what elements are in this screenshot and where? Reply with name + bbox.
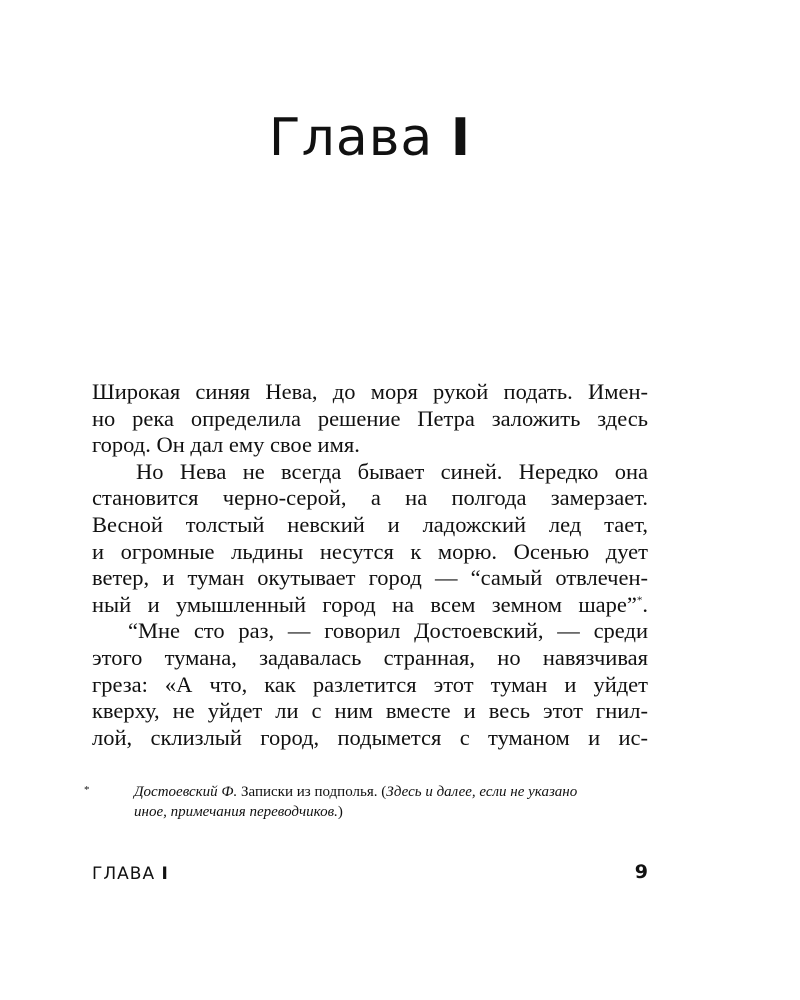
text-line: но река определила решение Петра заложить здесь (92, 405, 648, 431)
footnote-line-1 (134, 782, 654, 802)
text-line: город. Он дал ему свое имя. (92, 432, 360, 458)
chapter-title-numeral: I (450, 108, 472, 168)
footnote-note-part-2: иное, примечания переводчиков. (134, 804, 338, 820)
footnote-marker: * (84, 784, 90, 796)
text-line: Но Нева не всегда бывает синей. Нередко она (136, 458, 648, 484)
text-line: становится черно-серой, а на полгода замерзает. (92, 485, 648, 511)
running-head (92, 864, 169, 884)
chapter-title (0, 108, 740, 168)
text-line: этого тумана, задавалась странная, но навязчивая (92, 644, 648, 670)
footnote-close: ) (337, 804, 343, 820)
footnote-work: Записки из подполья. ( (237, 784, 387, 800)
text-line: греза: «А что, как разлетится этот туман и уйдет (92, 671, 648, 697)
footnote-line-2 (134, 802, 654, 822)
footnote (84, 782, 654, 822)
footnote-author: Достоевский Ф. (134, 784, 238, 800)
footnote-reference[interactable]: * (636, 594, 643, 607)
text-line: Весной толстый невский и ладожский лед тает, (92, 511, 648, 537)
footnote-note-part-1: Здесь и далее, если не указано (386, 784, 578, 800)
text-line: Широкая синяя Нева, до моря рукой подать. Имен- (92, 379, 648, 404)
footnote-body (134, 782, 654, 822)
running-head-numeral: I (161, 864, 169, 884)
text-line-content: ный и умышленный город на всем земном шаре” (92, 591, 637, 617)
text-line-with-note (92, 592, 648, 619)
text-line: “Мне сто раз, — говорил Достоевский, — среди (128, 618, 648, 644)
body-text (92, 379, 648, 751)
page-number: 9 (634, 861, 648, 883)
running-head-word: ГЛАВА (92, 864, 156, 884)
chapter-title-word: Глава (268, 108, 434, 168)
text-line: кверху, не уйдет ли с ним вместе и весь этот гнил- (92, 698, 648, 724)
text-line: и огромные льдины несутся к морю. Осенью дует (92, 538, 648, 564)
text-line: ветер, и туман окутывает город — “самый отвлечен- (92, 565, 648, 591)
text-line: лой, склизлый город, подымется с туманом и ис- (92, 724, 648, 750)
text-line-tail: . (642, 591, 648, 617)
